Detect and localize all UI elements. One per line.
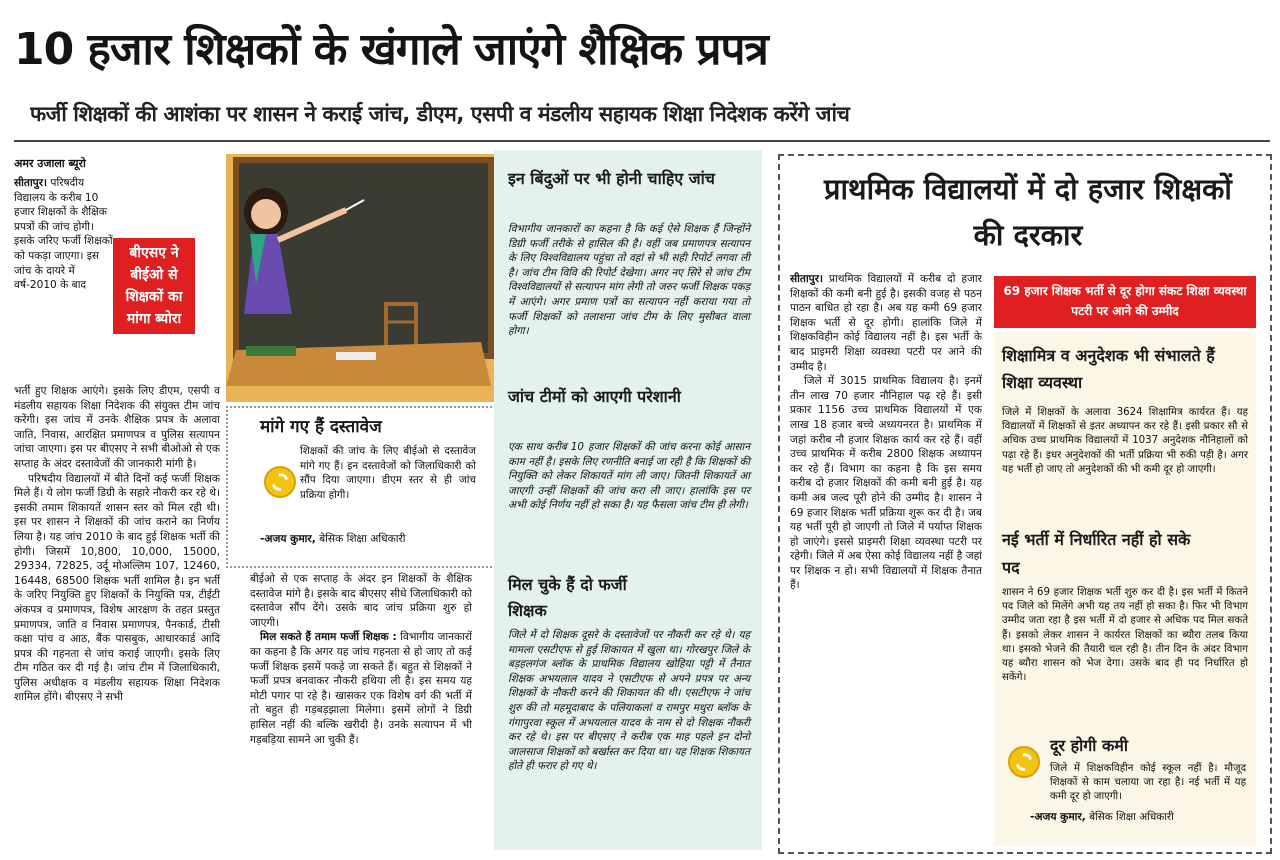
documents-body: शिक्षकों की जांच के लिए बीईओ से दस्तावेज मांगे गए हैं। इन दस्तावेजों को जिलाधिकारी को सौंप दिया जाएगा। डीएम स्तर से ही जांच प्रक्रिया होगी। [300,445,476,501]
column-1-body [14,384,220,844]
column-2-body: बीईओ से एक सप्ताह के अंदर इन शिक्षकों के शैक्षिक दस्तावेज मांगे है। इसके बाद बीएसए सीधे जिलाधिकारी को दस्तावेज सौंप देंगे। उसके बाद जांच प्रक्रिया शुरु हो जाएगी। मिल सकते हैं तमाम फर्जी शिक्षक : विभागीय जानकारों का कहना है कि अगर यह जांच गहनता से हो जाए तो कई फर्जी शिक्षक इसमें पकड़े जा सकते हैं। बहुत से शिक्षकों ने फर्जी प्रपत्र बनवाकर नौकरी हथिया ली है। इस समय यह मोटी पगार पा रहे है। खासकर एक विशेष वर्ग की भर्ती में तो बहुत ही गड़बड़झाला मिलेगा। इसमें लोगों ने डिग्री हासिल नहीं की बल्कि खरीदी है। उनके सत्यापन में भी गड़बड़िया सामने आ चुकी हैं। [250,573,472,746]
paragraph: भर्ती हुए शिक्षक आएंगे। इसके लिए डीएम, एसपी व मंडलीय सहायक शिक्षा निदेशक की संयुक्त टीम जांच करेंगी। इस जांच में उनके शैक्षिक प्रपत्र के अलावा जाति, निवास, आरक्षित प्रमाणपत्र व पुलिस सत्यापन जांचा जाएगा। इस पर बीएसए ने सभी बीओओ से एक सप्ताह के अंदर दस्तावेजों की जानकारी मांगी है। [14,385,220,470]
right-headline: प्राथमिक विद्यालयों में दो हजार शिक्षकों की दरकार [824,172,1232,252]
sidebar-heading: इन बिंदुओं पर भी होनी चाहिए जांच [508,169,715,188]
lead-paragraph: सीतापुर। परिषदीय विद्यालय के करीब 10 हजार शिक्षकों के शैक्षिक प्रपत्रों की जांच होगी। इसके जरिए फर्जी शिक्षकों को पकड़ा जाएगा। इस जांच के दायरे में वर्ष-2010 के बाद [14,177,113,292]
highlight-red-box: बीएसए ने बीईओ से शिक्षकों का मांगा ब्योरा [113,238,195,334]
documents-box [226,406,496,568]
dateline: सीतापुर। [14,177,48,189]
sidebar-panel [494,150,762,850]
right-sidebar-panel [994,332,1256,846]
classroom-illustration [226,154,496,402]
sidebar-text: विभागीय जानकारों का कहना है कि कई ऐसे शिक्षक हैं जिन्होंने डिग्री फर्जी तरीके से हासिल की है। वहीं जब प्रमाणपत्र सत्यापन के लिए विश्वविद्यालय पहुंचा तो वहां से भी सही रिपोर्ट लगवा ली है। जांच टीम विवि की रिपोर्ट देखेगा। अगर नए सिरे से जांच टीम विश्वविद्यालयों से सत्यापन मांग लेगी तो जरुर फर्जी शिक्षक पकड़ में आएंगे। अगर प्रमाण पत्रों का सत्यापन नहीं कराया गया तो फर्जी शिक्षकों को तलाशना जांच टीम के लिए मुसीबत वाला होगा। [508,223,750,338]
right-sub-heading: नई भर्ती में निर्धारित नहीं हो सके पद [1002,530,1191,577]
quote-title: दूर होगी कमी [1050,736,1128,755]
paragraph: जिले में 3015 प्राथमिक विद्यालय है। इनमें तीन लाख 70 हजार नौनिहाल पढ़ रहे हैं। इसी प्रकार 1156 उच्च प्राथमिक विद्यालयों में एक लाख 18 हजार बच्चे अध्ययनरत है। प्राथमिक में जहां करीब नौ हजार शिक्षक कार्य कर रहे हैं। वहीं उच्च प्राथमिक में करीब 2800 शिक्षक अध्यापन कर रहे हैं। विभाग का कहना है कि इस समय करीब दो हजार शिक्षकों की कमी बनी हुई है। यह कमी अब जल्द पूरी होने की उम्मीद है। शासन ने 69 हजार शिक्षक भर्ती प्रक्रिया शुरू कर दी है। जब यह भर्ती पूरी हो जाएगी तो जिले में पर्याप्त शिक्षक हो जाएंगे। इससे प्राइमरी शिक्षा व्यवस्था पटरी पर रहेगी। जिले में अब ऐसा कोई विद्यालय नहीं है जहां पर शिक्षक न हो। सभी विद्यालयों में शिक्षक तैनात हैं। [790,375,982,592]
dateline: सीतापुर। [790,273,824,285]
quote-icon [264,466,296,498]
subheadline: फर्जी शिक्षकों की आशंका पर शासन ने कराई जांच, डीएम, एसपी व मंडलीय सहायक शिक्षा निदेशक करेंगे जांच [30,102,850,126]
right-sub-heading: शिक्षामित्र व अनुदेशक भी संभालते हैं शिक्षा व्यवस्था [1002,346,1215,392]
quote-icon [1008,746,1040,778]
headline: 10 हजार शिक्षकों के खंगाले जाएंगे शैक्षिक प्रपत्र [14,24,768,75]
sidebar-text: एक साथ करीब 10 हजार शिक्षकों की जांच करना कोई आसान काम नहीं है। इसके लिए रणनीति बनाई जा रही है कि शिक्षकों की नियुक्ति को लेकर शिकायतें मांग ली जाए। जितनी शिकायतें आ जाएगी उन्हीं शिक्षकों की जांच करा ली जाए। हालांकि इस पर अभी कोई निर्णय नहीं हो सका है। यह फैसला जांच टीम ही लेगी। [508,441,750,512]
documents-signature: -अजय कुमार, बेसिक शिक्षा अधिकारी [260,533,406,545]
paragraph: परिषदीय विद्यालयों में बीते दिनों कई फर्जी शिक्षक मिले हैं। ये लोग फर्जी डिग्री के सहारे नौकरी कर रहे थे। इसकी तमाम शिकायतें शासन स्तर को मिल रही थी। इस पर शासन ने शिक्षकों की जांच कराने का निर्णय लिया है। यह जांच 2010 के बाद हुई शिक्षक भर्ती की होगी। जिसमें 10,800, 10,000, 15000, 29334, 72825, उर्दू मोअल्लिम 107, 12460, 16448, 68500 शिक्षक भर्ती शामिल है। इन भर्ती के जरिए नियुक्ति हुए शिक्षकों के नियुक्ति पत्र, टीईटी अंकपत्र व प्रमाणपत्र, विशेष आरक्षण के तहत प्रस्तुत प्रमाणपत्र, जाति व निवास प्रमाणपत्र, पैनकार्ड, टीसी कक्षा पांच व आठ, बैंक पासबुक, आधारकार्ड आदि प्रपत्र की गहनता से जांच कराई जाएगी। इसके लिए टीम गठित कर दी गई है। जांच टीम में जिलाधिकारी, पुलिस अधीक्षक व मंडलीय सहायक शिक्षा निदेशक शामिल होंगे। बीएसए ने सभी [14,472,220,704]
subhead-inline: मिल सकते हैं तमाम फर्जी शिक्षक : [260,631,397,644]
sidebar-text: जिले में दो शिक्षक दूसरे के दस्तावेजों पर नौकरी कर रहे थे। यह मामला एसटीएफ से हुई शिकायत में खुला था। गोरखपुर जिले के बड़हलगंज ब्लॉक के प्राथमिक विद्यालय खोहिया पट्टी में तैनात शिक्षक अभयलाल यादव ने एसटीएफ से अपने प्रपत्र पर अन्य शिक्षकों के नौकरी करने की शिकायत की थी। एसटीएफ ने जांच शुरु की तो महमूदाबाद के पलियाकलां व रामपुर मथुरा ब्लॉक के गंगापुरवा स्कूल में अभयलाल यादव के नाम से दो शिक्षक नौकरी कर रहे थे। इस पर बीएसए ने करीब एक माह पहले इन दोनो जालसाज शिक्षकों को बर्खास्त कर दिया था। यह शिक्षक शिकायत होते ही फरार हो गए थे। [508,629,750,773]
sidebar-heading: जांच टीमों को आएगी परेशानी [508,387,681,406]
right-sub-text: जिले में शिक्षकों के अलावा 3624 शिक्षामित्र कार्यरत हैं। यह विद्यालयों में शिक्षकों से इतर अध्यापन कर रहे हैं। इसी प्रकार सौ से अधिक उच्च प्राथमिक विद्यालयों में 1037 अनुदेशक नौनिहालों को पढ़ा रहे हैं। इधर अनुदेशकों की भर्ती प्रक्रिया भी रुकी पड़ी है। अगर यह भर्ती हो जाए तो अनुदेशकों की भी कमी दूर हो जाएगी। [1002,407,1248,475]
right-red-box: 69 हजार शिक्षक भर्ती से दूर होगा संकट शिक्षा व्यवस्था पटरी पर आने की उम्मीद [994,276,1256,328]
quote-body: जिले में शिक्षकविहीन कोई स्कूल नहीं है। मौजूद शिक्षकों से काम चलाया जा रहा है। नई भर्ती में यह कमी दूर हो जाएगी। [1050,763,1246,803]
paragraph: बीईओ से एक सप्ताह के अंदर इन शिक्षकों के शैक्षिक दस्तावेज मांगे है। इसके बाद बीएसए सीधे जिलाधिकारी को दस्तावेज सौंप देंगे। उसके बाद जांच प्रक्रिया शुरु हो जाएगी। [250,573,472,629]
top-rule [14,140,1270,142]
byline: अमर उजाला ब्यूरो [14,157,86,170]
sidebar-heading: मिल चुके हैं दो फर्जी शिक्षक [508,575,627,620]
right-column-body: सीतापुर। प्राथमिक विद्यालयों में करीब दो हजार शिक्षकों की कमी बनी हुई है। इसकी वजह से पठन पाठन बाधित हो रहा है। अब यह कमी 69 हजार शिक्षक भर्ती से दूर होगी। हालांकि जिले में शिक्षकविहीन कोई विद्यालय नहीं है। इस भर्ती के बाद प्राइमरी शिक्षा व्यवस्था पटरी पर आने की उम्मीद है। जिले में 3015 प्राथमिक विद्यालय है। इनमें तीन लाख 70 हजार नौनिहाल पढ़ रहे हैं। इसी प्रकार 1156 उच्च प्राथमिक विद्यालयों में एक लाख 18 हजार बच्चे अध्ययनरत है। प्राथमिक में जहां करीब नौ हजार शिक्षक कार्य कर रहे हैं। वहीं उच्च प्राथमिक में करीब 2800 शिक्षक अध्यापन कर रहे हैं। विभाग का कहना है कि इस समय करीब दो हजार शिक्षकों की कमी बनी हुई है। यह कमी अब जल्द पूरी होने की उम्मीद है। शासन ने 69 हजार शिक्षक भर्ती प्रक्रिया शुरू कर दी है। जब यह भर्ती पूरी हो जाएगी तो जिले में पर्याप्त शिक्षक हो जाएंगे। इससे प्राइमरी शिक्षा व्यवस्था पटरी पर रहेगी। जिले में अब ऐसा कोई विद्यालय नहीं है जहां पर शिक्षक न हो। सभी विद्यालयों में शिक्षक तैनात हैं। [790,273,982,592]
documents-title: मांगे गए हैं दस्तावेज [260,417,382,437]
right-sub-text: शासन ने 69 हजार शिक्षक भर्ती शुरु कर दी है। इस भर्ती में कितने पद जिले को मिलेंगे अभी यह तय नहीं हो सका है। फिर भी विभाग उम्मीद जता रहा है इस भर्ती में दो हजार से अधिक पद मिल सकते हैं। इसको लेकर शासन ने कार्यरत शिक्षकों का ब्यौरा तलब किया था। इसको भेजने की तैयारी चल रही है। तीन दिन के अंदर विभाग यह ब्यौरा शासन को भेज देगा। उसके बाद ही पद निर्धारित हो सकेंगे। [1002,587,1248,684]
quote-signature: -अजय कुमार, बेसिक शिक्षा अधिकारी [1030,811,1174,823]
